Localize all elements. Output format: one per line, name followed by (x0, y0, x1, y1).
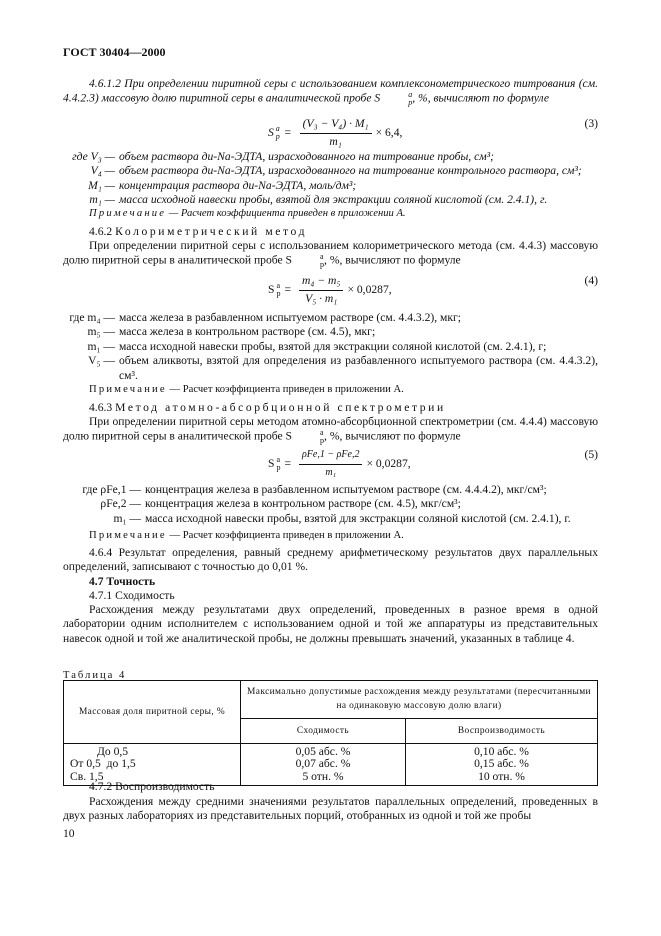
def-text: масса железа в контрольном растворе (см. 4.5), мкг; (119, 325, 376, 339)
equation-number: (4) (584, 274, 598, 287)
note-label: Примечание (89, 384, 167, 395)
def-symbol: m₁ — (87, 339, 115, 353)
table-4 (63, 680, 598, 786)
note-text: — Расчет коэффициента приведен в приложении А. (166, 208, 406, 219)
def-symbol: m₁ — (89, 193, 115, 207)
paragraph-text: Расхождения между средними значениями результатов параллельных определений, проведенных в двух разных лабораториях из представительных порций, отобранных из одной и той же пробы (63, 795, 598, 823)
def-symbol: M₁ — (88, 178, 115, 192)
cell: 0,07 абс. % (295, 757, 351, 771)
numerator: (V₃ − V₄) · M₁ (300, 117, 372, 133)
denominator: m₁ (329, 134, 342, 148)
sup: a (320, 252, 324, 262)
formula-lhs: S (268, 456, 275, 470)
def-symbol: V₅ — (88, 354, 115, 368)
section-4-7-title: 4.7 Точность (89, 575, 156, 588)
cell: От 0,5 до 1,5 (70, 757, 136, 771)
section-4-6-1-2 (63, 77, 598, 107)
sup: a (276, 455, 281, 464)
sub: p (275, 132, 280, 141)
def-symbol: где V₃ — (72, 150, 115, 163)
paragraph-text: 4.6.4 Результат определения, равный среднему арифметическому результатов двух параллельных определений, записывают с точностью до 0,01 %. (63, 546, 598, 574)
numerator: ρFe,1 − ρFe,2 (299, 448, 362, 464)
formula-3: S a p = $\frac{\text{(V₃ − V₄) · M₁}}{\text{m₁}}$ × 6,4, (3) (268, 117, 598, 148)
sub: p (276, 463, 281, 472)
paragraph-text: При определении пиритной серы методом атомно-абсорбционной спектрометрии (см. 4.4.4) массовую долю пиритной серы в аналитической пробе S (63, 415, 598, 444)
note-label: Примечание (89, 208, 167, 219)
sub: p (408, 98, 413, 108)
sub: p (320, 260, 325, 270)
note-4 (63, 383, 624, 397)
section-4-7-2 (63, 795, 598, 824)
sup: a (276, 281, 281, 290)
def-text: масса исходной навески пробы, взятой для экстракции соляной кислотой (см. 2.4.1), г; (119, 339, 547, 353)
note-text: — Расчет коэффициента приведен в приложении А. (166, 530, 404, 541)
col-header-repeatability: Сходимость (241, 718, 406, 743)
col-header-mass-fraction: Массовая доля пиритной серы, % (64, 681, 241, 744)
denominator: V₅ · m₁ (305, 291, 338, 305)
def-symbol: ρFe,2 — (100, 497, 141, 511)
cell: 0,10 абс. % (474, 744, 529, 758)
section-number: 4.6.2 (89, 225, 113, 238)
section-title: Колориметрический метод (115, 225, 308, 238)
def-text: масса исходной навески пробы, взятой для экстракции соляной кислотой (см. 2.4.1), г. (145, 511, 571, 525)
section-4-6-2 (63, 239, 598, 269)
note-5 (63, 529, 624, 543)
denominator: m₁ (325, 466, 337, 478)
sub: p (276, 289, 281, 298)
section-4-6-3 (63, 415, 598, 445)
note-3 (63, 207, 624, 221)
def-text: концентрация железа в разбавленном испытуемом растворе (см. 4.4.4.2), мкг/см³; (145, 483, 547, 496)
numerator: m₄ − m₅ (299, 274, 343, 290)
col-header-reproducibility: Воспроизводимость (406, 718, 598, 743)
cell: 10 отн. % (478, 769, 525, 783)
paragraph-tail: , %, вычисляют по формуле (412, 92, 550, 106)
document-header: ГОСТ 30404—2000 (63, 45, 166, 59)
paragraph-text: Расхождения между результатами двух определений, проведенных в разное время в одной лаборатории одним исполнителем с использованием одной и той же аппаратуры из представительных навесок одной и той же аналитической пробы, не должны превышать значений, указанных в таблице 4. (63, 603, 598, 645)
definitions-3 (63, 150, 598, 208)
sup: a (320, 428, 324, 438)
section-4-7-2-title: 4.7.2 Воспроизводимость (89, 780, 215, 793)
cell: Св. 1,5 (70, 769, 104, 783)
formula-lhs: S (268, 125, 274, 139)
equation-number: (5) (584, 448, 598, 461)
section-4-7-1 (63, 603, 598, 646)
cell: 5 отн. % (302, 769, 344, 783)
section-number: 4.6.3 (89, 401, 113, 414)
section-4-6-4 (63, 546, 598, 575)
def-symbol: где m₄ — (69, 311, 115, 324)
note-label: Примечание (89, 530, 167, 541)
cell: 0,05 абс. % (295, 744, 351, 758)
factor: × 0,0287, (347, 282, 392, 296)
formula-lhs: S (268, 282, 275, 296)
definitions-4 (63, 311, 598, 383)
sub: p (320, 436, 325, 446)
def-text: концентрация раствора ди-Na-ЭДТА, моль/дм³; (119, 178, 357, 192)
def-symbol: m₅ — (87, 325, 115, 339)
paragraph-tail: , %, вычисляют по формуле (324, 430, 461, 444)
def-symbol: где ρFe,1 — (82, 483, 141, 496)
paragraph-text: При определении пиритной серы с использованием колориметрического метода (см. 4.4.3) массовую долю пиритной серы в аналитической пробе S (63, 239, 598, 268)
factor: × 0,0287, (366, 456, 411, 470)
formula-4: S a p = $\frac{\text{m₄ − m₅}}{\text{V₅ · m₁}}$ × 0,0287, (4) (268, 274, 598, 305)
def-text: объем раствора ди-Na-ЭДТА, израсходованного на титрование пробы, см³; (119, 150, 494, 163)
section-4-7-1-title: 4.7.1 Сходимость (89, 589, 175, 602)
factor: × 6,4, (375, 125, 403, 139)
col-group-header: Максимально допустимые расхождения между результатами (пересчитанными на одинаковую массовую долю влаги) (241, 681, 598, 719)
paragraph-tail: , %, вычисляют по формуле (324, 254, 461, 268)
def-symbol: m₁ — (113, 511, 141, 525)
cell: До 0,5 (97, 744, 129, 758)
paragraph-text: 4.6.1.2 При определении пиритной серы с использованием комплексонометрического титрования (см. 4.4.2.3) массовую долю пиритной серы в аналитической пробе S (63, 77, 598, 106)
section-4-6-2-title (63, 225, 624, 239)
section-title: Метод атомно-абсорбционной спектрометрии (115, 401, 446, 414)
def-text: концентрация железа в контрольном растворе (см. 4.5), мкг/см³; (145, 497, 461, 511)
note-text: — Расчет коэффициента приведен в приложении А. (166, 384, 404, 395)
def-symbol: V₄ — (90, 164, 115, 178)
def-text: объем аликвоты, взятой для определения из разбавленного испытуемого раствора (см. 4.4.3.2), см³. (119, 354, 598, 382)
sup: a (275, 124, 280, 133)
cell: 0,15 абс. % (474, 757, 529, 771)
def-text: масса железа в разбавленном испытуемом растворе (см. 4.4.3.2), мкг; (119, 311, 462, 324)
table-caption: Таблица 4 (63, 670, 127, 681)
page-number: 10 (63, 827, 75, 840)
sup: a (408, 90, 413, 100)
definitions-5 (63, 483, 598, 526)
section-4-6-3-title (63, 401, 624, 415)
def-text: масса исходной навески пробы, взятой для экстракции соляной кислотой (см. 2.4.1), г. (119, 193, 548, 207)
def-text: объем раствора ди-Na-ЭДТА, израсходованного на титрование контрольного раствора, см³; (119, 164, 582, 178)
equation-number: (3) (584, 117, 598, 130)
formula-5: S a p = $\frac{\text{ρFe,1 − ρFe,2}}{\text{m₁}}$ × 0,0287, (5) (63, 446, 598, 482)
